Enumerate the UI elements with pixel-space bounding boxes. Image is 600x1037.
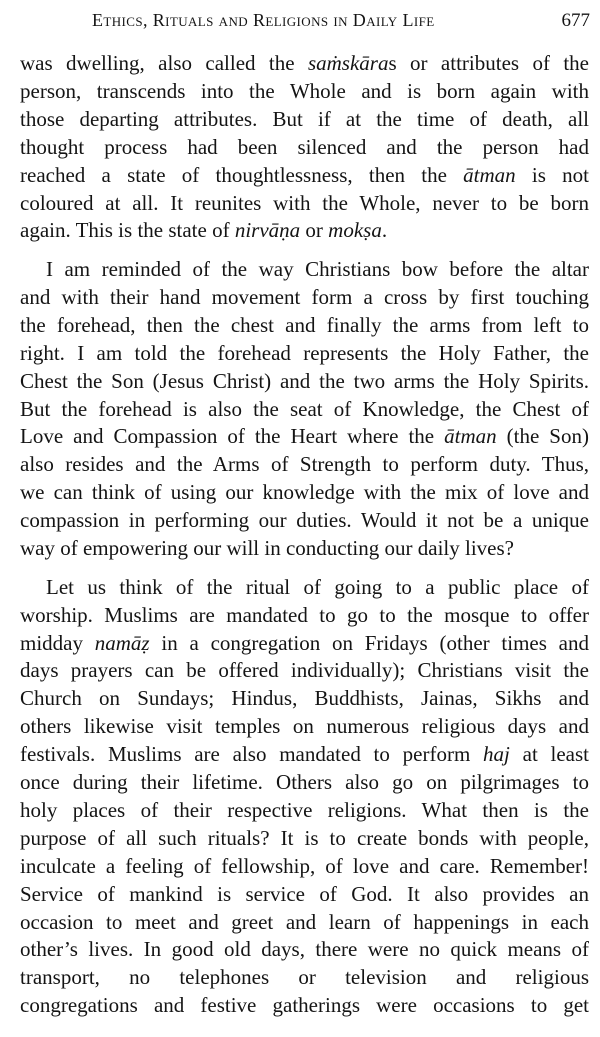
text-run: at least <box>509 742 589 767</box>
text-line <box>20 630 589 658</box>
text-line <box>20 50 589 78</box>
paragraph <box>20 574 589 1021</box>
text-line <box>20 657 589 685</box>
text-line <box>20 284 589 312</box>
text-run: s or attributes of the <box>388 51 589 75</box>
text-line <box>20 881 589 909</box>
italic-term: ātman <box>444 424 497 449</box>
text-run: Chest the Son (Jesus Christ) and the two arms the Holy Spirits. <box>20 368 589 393</box>
text-run: is not <box>515 162 589 187</box>
text-line <box>20 535 589 563</box>
text-line <box>20 396 589 424</box>
text-run: thought process had been silenced and the person had <box>20 134 589 159</box>
page-header <box>92 10 590 40</box>
text-line <box>20 741 589 769</box>
text-line <box>20 574 589 602</box>
text-run: others likewise visit temples on numerous religious days and <box>20 714 589 739</box>
text-run: occasion to meet and greet and learn of happenings in each <box>20 909 589 934</box>
italic-term: ātman <box>463 162 516 187</box>
text-run: those departing attributes. But if at the time of death, all <box>20 106 589 131</box>
text-line <box>20 853 589 881</box>
text-line <box>20 256 589 284</box>
text-run: . <box>381 218 388 243</box>
text-run: reached a state of thoughtlessness, then the <box>20 162 464 187</box>
text-run: festivals. Muslims are also mandated to perform <box>20 742 484 767</box>
text-run: right. I am told the forehead represents the Holy Father, the <box>20 340 589 365</box>
text-run: transport, no telephones or television and religious <box>20 965 589 990</box>
text-run: again. This is the state of <box>20 218 235 243</box>
text-run: worship. Muslims are mandated to go to the mosque to offer <box>20 602 589 627</box>
text-line <box>20 479 589 507</box>
text-line <box>20 162 589 190</box>
text-line <box>20 423 589 451</box>
text-line <box>20 964 589 992</box>
text-line <box>20 78 589 106</box>
paragraph <box>20 50 589 245</box>
text-run: compassion in performing our duties. Would it not be a unique <box>20 508 589 533</box>
text-run: But the forehead is also the seat of Knowledge, the Chest of <box>20 396 589 421</box>
text-run: inculcate a feeling of fellowship, of love and care. Remember! <box>20 853 589 878</box>
italic-term: namāẓ <box>94 630 150 655</box>
text-line <box>20 217 589 245</box>
text-line <box>20 797 589 825</box>
text-run: Let us think of the ritual of going to a public place of <box>46 574 589 599</box>
italic-term: nirvāṇa <box>234 218 301 243</box>
text-line <box>20 312 589 340</box>
text-run: midday <box>20 630 95 655</box>
text-line <box>20 713 589 741</box>
text-run: we can think of using our knowledge with the mix of love and <box>20 480 589 505</box>
text-line <box>20 825 589 853</box>
text-line <box>20 134 589 162</box>
body-text <box>20 50 589 1020</box>
text-run: other’s lives. In good old days, there were no quick means of <box>20 937 589 962</box>
text-run: purpose of all such rituals? It is to create bonds with people, <box>20 825 589 850</box>
text-line <box>20 368 589 396</box>
text-run: I am reminded of the way Christians bow before the altar <box>46 257 589 282</box>
text-run: Church on Sundays; Hindus, Buddhists, Jainas, Sikhs and <box>20 686 589 711</box>
text-run: person, transcends into the Whole and is born again with <box>20 78 589 103</box>
text-run: congregations and festive gatherings were occasions to get <box>20 993 589 1018</box>
text-line <box>20 451 589 479</box>
text-line <box>20 602 589 630</box>
page-number: 677 <box>561 10 590 31</box>
text-run: way of empowering our will in conducting our daily lives? <box>20 536 514 561</box>
text-run: coloured at all. It reunites with the Whole, never to be born <box>20 190 589 215</box>
text-run: Service of mankind is service of God. It also provides an <box>20 881 589 906</box>
paragraph <box>20 256 589 563</box>
text-run: or <box>300 218 329 243</box>
text-line <box>20 909 589 937</box>
text-run: (the Son) <box>496 424 589 449</box>
text-line <box>20 106 589 134</box>
text-run: in a congregation on Fridays (other times and <box>149 630 589 655</box>
italic-term: saṁskāra <box>307 51 389 75</box>
text-run: and with their hand movement form a cross by first touching <box>20 284 589 309</box>
text-line <box>20 685 589 713</box>
text-line <box>20 992 589 1020</box>
text-run: holy places of their respective religions. What then is the <box>20 797 589 822</box>
text-run: the forehead, then the chest and finally the arms from left to <box>20 312 589 337</box>
running-head: Ethics, Rituals and Religions in Daily Life <box>92 10 435 30</box>
text-run: was dwelling, also called the <box>20 51 308 75</box>
text-run: also resides and the Arms of Strength to perform duty. Thus, <box>20 452 589 477</box>
text-run: once during their lifetime. Others also go on pilgrimages to <box>20 770 589 795</box>
italic-term: haj <box>483 742 510 767</box>
text-line <box>20 769 589 797</box>
text-line <box>20 507 589 535</box>
text-line <box>20 190 589 218</box>
italic-term: mokṣa <box>328 218 382 243</box>
text-line <box>20 340 589 368</box>
text-line <box>20 936 589 964</box>
text-run: days prayers can be offered individually); Christians visit the <box>20 658 589 683</box>
text-run: Love and Compassion of the Heart where the <box>20 424 445 449</box>
